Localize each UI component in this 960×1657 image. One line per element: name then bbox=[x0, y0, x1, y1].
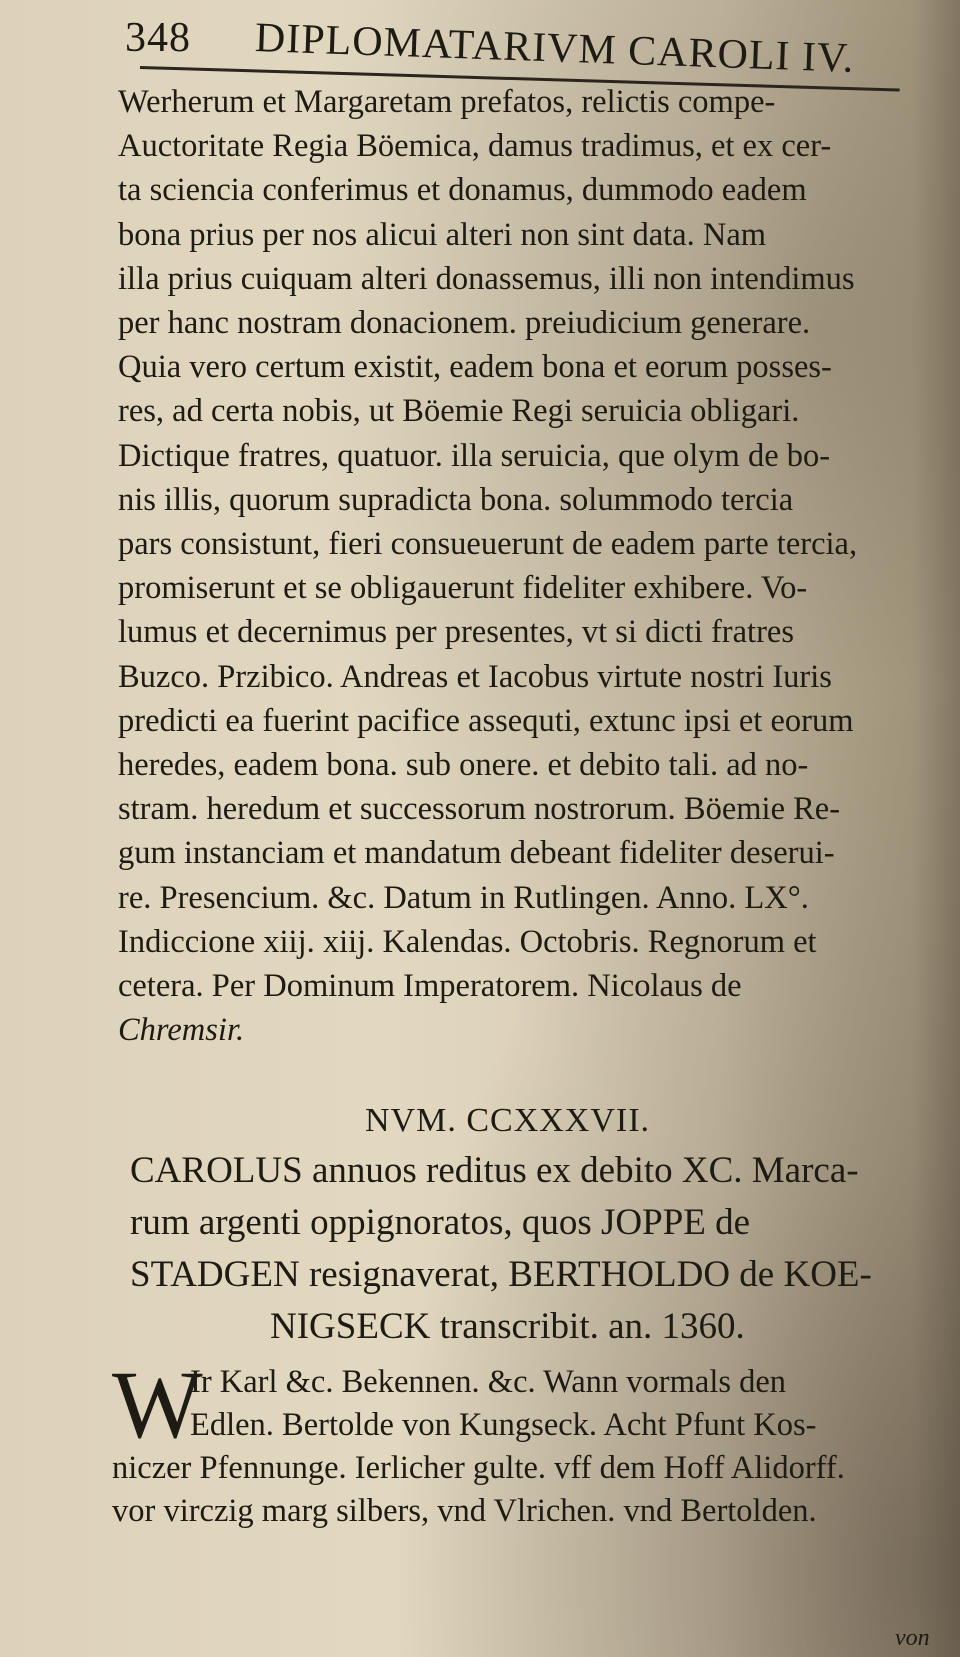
body-line: ta sciencia conferimus et donamus, dummodo eadem bbox=[118, 172, 807, 209]
page-number: 348 bbox=[125, 15, 191, 61]
body-line: re. Presencium. &c. Datum in Rutlingen. Anno. LX°. bbox=[118, 879, 809, 916]
summary-line: STADGEN resignaverat, BERTHOLDO de KOE- bbox=[130, 1254, 872, 1295]
letter-line: Edlen. Bertolde von Kungseck. Acht Pfunt Kos- bbox=[190, 1407, 817, 1443]
body-line: promiserunt et se obligauerunt fideliter exhibere. Vo- bbox=[118, 570, 808, 607]
body-line: Werherum et Margaretam prefatos, relictis compe- bbox=[118, 84, 776, 120]
body-line: res, ad certa nobis, ut Böemie Regi seruicia obligari. bbox=[118, 393, 800, 430]
letter-line: niczer Pfennunge. Ierlicher gulte. vff dem Hoff Alidorff. bbox=[112, 1450, 845, 1486]
letter-line: Ir Karl &c. Bekennen. &c. Wann vormals den bbox=[190, 1364, 787, 1400]
summary-line: rum argenti oppignoratos, quos JOPPE de bbox=[130, 1202, 751, 1243]
body-line: nis illis, quorum supradicta bona. solummodo tercia bbox=[118, 481, 794, 518]
body-line: cetera. Per Dominum Imperatorem. Nicolaus de bbox=[118, 968, 742, 1005]
body-line: per hanc nostram donacionem. preiudicium generare. bbox=[118, 305, 811, 342]
body-line: Indiccione xiij. xiij. Kalendas. Octobris. Regnorum et bbox=[118, 923, 817, 960]
body-line: illa prius cuiquam alteri donassemus, illi non intendimus bbox=[118, 260, 855, 297]
body-line: predicti ea fuerint pacifice assequti, extunc ipsi et eorum bbox=[118, 702, 854, 739]
body-line: heredes, eadem bona. sub onere. et debito tali. ad no- bbox=[118, 747, 809, 784]
document-summary bbox=[130, 1145, 930, 1353]
letter-line: vor virczig marg silbers, vnd Vlrichen. vnd Bertolden. bbox=[112, 1493, 817, 1529]
body-line: gum instanciam et mandatum debeant fideliter deserui- bbox=[118, 835, 835, 872]
body-line: pars consistunt, fieri consueuerunt de eadem parte tercia, bbox=[118, 526, 858, 563]
body-line: lumus et decernimus per presentes, vt si dicti fratres bbox=[118, 614, 794, 651]
body-line: Auctoritate Regia Böemica, damus tradimus, et ex cer- bbox=[118, 128, 832, 165]
catchword: von bbox=[895, 1625, 930, 1651]
body-line: Dictique fratres, quatuor. illa seruicia, que olym de bo- bbox=[118, 437, 831, 474]
document-number-heading: NVM. CCXXXVII. bbox=[365, 1102, 651, 1139]
summary-line: CAROLUS annuos reditus ex debito XC. Marca- bbox=[130, 1150, 859, 1191]
drop-cap-initial: W bbox=[112, 1351, 203, 1458]
body-line: Chremsir. bbox=[118, 1012, 245, 1049]
body-line: bona prius per nos alicui alteri non sint data. Nam bbox=[118, 216, 767, 253]
body-line: stram. heredum et successorum nostrorum. Böemie Re- bbox=[118, 791, 841, 828]
body-line: Buzco. Przibico. Andreas et Iacobus virtute nostri Iuris bbox=[118, 658, 832, 695]
body-line: Quia vero certum existit, eadem bona et eorum posses- bbox=[118, 349, 832, 386]
body-text bbox=[118, 80, 938, 1052]
running-title: DIPLOMATARIVM CAROLI IV. bbox=[254, 15, 856, 82]
summary-line: NIGSECK transcribit. an. 1360. bbox=[270, 1306, 745, 1347]
page-header bbox=[125, 8, 905, 82]
letter-text bbox=[112, 1351, 912, 1533]
